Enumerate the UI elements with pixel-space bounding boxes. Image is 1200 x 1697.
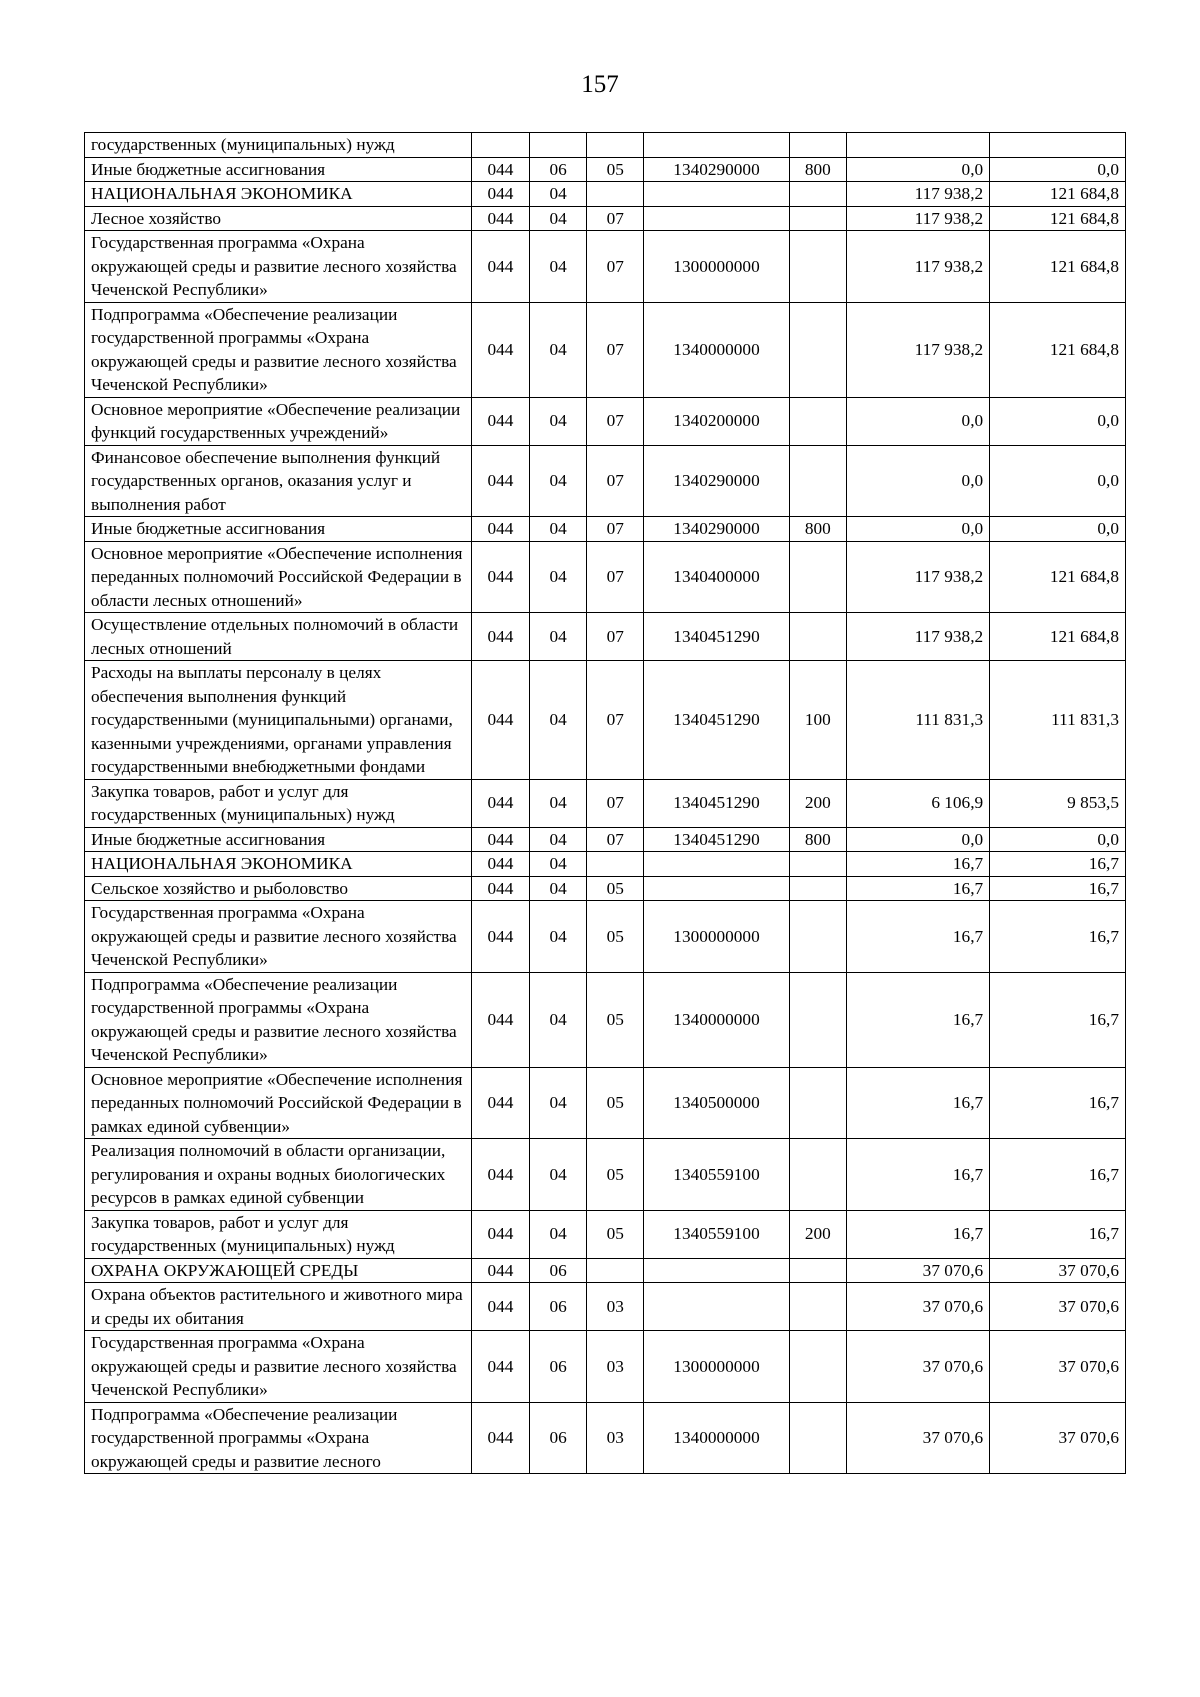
- cell-sum2: 16,7: [990, 876, 1126, 901]
- cell-vr: [789, 1139, 846, 1211]
- cell-name: государственных (муниципальных) нужд: [85, 133, 472, 158]
- cell-sum2: 37 070,6: [990, 1331, 1126, 1403]
- cell-pr: 03: [587, 1331, 644, 1403]
- table-row: [85, 972, 1126, 1067]
- cell-vr: 800: [789, 517, 846, 542]
- cell-vr: [789, 901, 846, 973]
- cell-pr: 05: [587, 901, 644, 973]
- cell-vr: 100: [789, 661, 846, 780]
- cell-vr: [789, 445, 846, 517]
- cell-vr: [789, 1258, 846, 1283]
- cell-pr: 05: [587, 1139, 644, 1211]
- cell-sum1: 117 938,2: [846, 206, 989, 231]
- cell-rz: 04: [530, 661, 587, 780]
- cell-sum2: 16,7: [990, 1067, 1126, 1139]
- cell-csr: 1340400000: [644, 541, 789, 613]
- cell-pr: [587, 852, 644, 877]
- cell-pr: 07: [587, 445, 644, 517]
- cell-name: Иные бюджетные ассигнования: [85, 157, 472, 182]
- cell-vr: 800: [789, 827, 846, 852]
- cell-name: ОХРАНА ОКРУЖАЮЩЕЙ СРЕДЫ: [85, 1258, 472, 1283]
- table-row: [85, 1402, 1126, 1474]
- cell-name: Охрана объектов растительного и животного мира и среды их обитания: [85, 1283, 472, 1331]
- cell-ved: 044: [471, 206, 529, 231]
- cell-rz: 04: [530, 779, 587, 827]
- cell-rz: 04: [530, 901, 587, 973]
- table-row: [85, 182, 1126, 207]
- cell-sum2: 121 684,8: [990, 302, 1126, 397]
- cell-ved: 044: [471, 1331, 529, 1403]
- cell-pr: 05: [587, 972, 644, 1067]
- cell-csr: [644, 1283, 789, 1331]
- cell-sum2: [990, 133, 1126, 158]
- budget-table: [84, 132, 1126, 1474]
- cell-rz: 06: [530, 1258, 587, 1283]
- cell-ved: [471, 133, 529, 158]
- cell-sum1: 117 938,2: [846, 182, 989, 207]
- cell-sum1: 0,0: [846, 157, 989, 182]
- cell-ved: 044: [471, 231, 529, 303]
- cell-vr: [789, 231, 846, 303]
- cell-sum1: 0,0: [846, 827, 989, 852]
- cell-rz: 04: [530, 302, 587, 397]
- cell-sum1: 37 070,6: [846, 1258, 989, 1283]
- cell-sum1: 117 938,2: [846, 302, 989, 397]
- cell-sum1: [846, 133, 989, 158]
- cell-name: Государственная программа «Охрана окружающей среды и развитие лесного хозяйства Чеченской Республики»: [85, 901, 472, 973]
- cell-ved: 044: [471, 302, 529, 397]
- cell-name: Лесное хозяйство: [85, 206, 472, 231]
- cell-ved: 044: [471, 397, 529, 445]
- table-row: [85, 1331, 1126, 1403]
- cell-sum1: 37 070,6: [846, 1283, 989, 1331]
- table-row: [85, 661, 1126, 780]
- cell-csr: [644, 1258, 789, 1283]
- cell-rz: [530, 133, 587, 158]
- cell-rz: 06: [530, 1283, 587, 1331]
- cell-name: Реализация полномочий в области организации, регулирования и охраны водных биологических ресурсов в рамках единой субвенции: [85, 1139, 472, 1211]
- cell-ved: 044: [471, 661, 529, 780]
- cell-csr: 1340290000: [644, 157, 789, 182]
- cell-name: Подпрограмма «Обеспечение реализации государственной программы «Охрана окружающей среды и развитие лесного: [85, 1402, 472, 1474]
- cell-sum1: 16,7: [846, 901, 989, 973]
- cell-pr: 07: [587, 827, 644, 852]
- cell-vr: [789, 972, 846, 1067]
- cell-csr: 1300000000: [644, 231, 789, 303]
- cell-sum1: 16,7: [846, 1210, 989, 1258]
- cell-sum1: 6 106,9: [846, 779, 989, 827]
- cell-csr: 1300000000: [644, 901, 789, 973]
- cell-pr: 05: [587, 876, 644, 901]
- cell-sum2: 0,0: [990, 445, 1126, 517]
- table-row: [85, 133, 1126, 158]
- cell-ved: 044: [471, 182, 529, 207]
- cell-csr: 1340290000: [644, 517, 789, 542]
- cell-sum1: 0,0: [846, 397, 989, 445]
- cell-csr: 1340451290: [644, 779, 789, 827]
- table-row: [85, 397, 1126, 445]
- cell-vr: [789, 397, 846, 445]
- cell-rz: 04: [530, 852, 587, 877]
- cell-name: Финансовое обеспечение выполнения функций государственных органов, оказания услуг и выполнения работ: [85, 445, 472, 517]
- cell-csr: 1340200000: [644, 397, 789, 445]
- cell-csr: 1340290000: [644, 445, 789, 517]
- cell-pr: [587, 182, 644, 207]
- cell-csr: 1340559100: [644, 1139, 789, 1211]
- cell-vr: 200: [789, 1210, 846, 1258]
- cell-ved: 044: [471, 1402, 529, 1474]
- cell-vr: [789, 133, 846, 158]
- cell-vr: [789, 1402, 846, 1474]
- table-row: [85, 1067, 1126, 1139]
- cell-pr: 05: [587, 157, 644, 182]
- cell-name: Закупка товаров, работ и услуг для государственных (муниципальных) нужд: [85, 1210, 472, 1258]
- cell-sum2: 121 684,8: [990, 231, 1126, 303]
- cell-sum1: 37 070,6: [846, 1331, 989, 1403]
- cell-pr: 05: [587, 1067, 644, 1139]
- cell-csr: 1340000000: [644, 972, 789, 1067]
- cell-vr: [789, 852, 846, 877]
- cell-pr: 05: [587, 1210, 644, 1258]
- cell-sum1: 0,0: [846, 517, 989, 542]
- cell-name: Государственная программа «Охрана окружающей среды и развитие лесного хозяйства Чеченской Республики»: [85, 231, 472, 303]
- cell-vr: [789, 302, 846, 397]
- cell-ved: 044: [471, 1139, 529, 1211]
- cell-csr: 1340451290: [644, 613, 789, 661]
- cell-vr: [789, 1283, 846, 1331]
- cell-vr: [789, 182, 846, 207]
- cell-rz: 04: [530, 1210, 587, 1258]
- cell-rz: 04: [530, 182, 587, 207]
- cell-rz: 04: [530, 397, 587, 445]
- table-row: [85, 1258, 1126, 1283]
- cell-vr: [789, 541, 846, 613]
- cell-name: Подпрограмма «Обеспечение реализации государственной программы «Охрана окружающей среды и развитие лесного хозяйства Чеченской Республики»: [85, 972, 472, 1067]
- cell-csr: 1340500000: [644, 1067, 789, 1139]
- cell-csr: [644, 852, 789, 877]
- cell-sum2: 16,7: [990, 1210, 1126, 1258]
- cell-pr: 03: [587, 1402, 644, 1474]
- cell-sum2: 0,0: [990, 397, 1126, 445]
- table-row: [85, 1139, 1126, 1211]
- cell-ved: 044: [471, 1067, 529, 1139]
- cell-ved: 044: [471, 541, 529, 613]
- table-row: [85, 852, 1126, 877]
- cell-ved: 044: [471, 972, 529, 1067]
- cell-sum2: 37 070,6: [990, 1283, 1126, 1331]
- cell-name: НАЦИОНАЛЬНАЯ ЭКОНОМИКА: [85, 182, 472, 207]
- cell-name: Иные бюджетные ассигнования: [85, 517, 472, 542]
- table-row: [85, 517, 1126, 542]
- cell-sum2: 111 831,3: [990, 661, 1126, 780]
- cell-name: Осуществление отдельных полномочий в области лесных отношений: [85, 613, 472, 661]
- cell-sum2: 37 070,6: [990, 1258, 1126, 1283]
- cell-csr: [644, 206, 789, 231]
- cell-sum2: 121 684,8: [990, 206, 1126, 231]
- cell-pr: 07: [587, 397, 644, 445]
- cell-sum2: 0,0: [990, 157, 1126, 182]
- cell-csr: [644, 876, 789, 901]
- cell-vr: [789, 613, 846, 661]
- cell-rz: 04: [530, 231, 587, 303]
- cell-pr: 07: [587, 206, 644, 231]
- cell-rz: 04: [530, 541, 587, 613]
- cell-sum1: 16,7: [846, 972, 989, 1067]
- cell-csr: 1340559100: [644, 1210, 789, 1258]
- cell-name: Иные бюджетные ассигнования: [85, 827, 472, 852]
- cell-sum2: 121 684,8: [990, 613, 1126, 661]
- cell-rz: 04: [530, 972, 587, 1067]
- cell-rz: 06: [530, 157, 587, 182]
- cell-ved: 044: [471, 445, 529, 517]
- cell-name: Основное мероприятие «Обеспечение реализации функций государственных учреждений»: [85, 397, 472, 445]
- cell-name: Основное мероприятие «Обеспечение исполнения переданных полномочий Российской Федерации в области лесных отношений»: [85, 541, 472, 613]
- cell-vr: [789, 876, 846, 901]
- cell-csr: 1340000000: [644, 302, 789, 397]
- cell-sum2: 0,0: [990, 827, 1126, 852]
- cell-name: Государственная программа «Охрана окружающей среды и развитие лесного хозяйства Чеченской Республики»: [85, 1331, 472, 1403]
- cell-pr: 07: [587, 779, 644, 827]
- cell-sum1: 117 938,2: [846, 613, 989, 661]
- cell-pr: 07: [587, 231, 644, 303]
- table-row: [85, 231, 1126, 303]
- cell-rz: 04: [530, 1139, 587, 1211]
- cell-rz: 06: [530, 1331, 587, 1403]
- cell-sum2: 0,0: [990, 517, 1126, 542]
- cell-rz: 04: [530, 613, 587, 661]
- cell-vr: [789, 1067, 846, 1139]
- cell-name: Подпрограмма «Обеспечение реализации государственной программы «Охрана окружающей среды и развитие лесного хозяйства Чеченской Республики»: [85, 302, 472, 397]
- cell-vr: 200: [789, 779, 846, 827]
- cell-sum2: 37 070,6: [990, 1402, 1126, 1474]
- cell-rz: 04: [530, 445, 587, 517]
- cell-sum2: 9 853,5: [990, 779, 1126, 827]
- table-row: [85, 901, 1126, 973]
- cell-rz: 04: [530, 206, 587, 231]
- cell-sum1: 16,7: [846, 1067, 989, 1139]
- cell-ved: 044: [471, 852, 529, 877]
- cell-sum1: 111 831,3: [846, 661, 989, 780]
- page-number: 157: [581, 71, 619, 98]
- cell-csr: 1300000000: [644, 1331, 789, 1403]
- cell-csr: [644, 133, 789, 158]
- cell-pr: [587, 133, 644, 158]
- cell-name: Основное мероприятие «Обеспечение исполнения переданных полномочий Российской Федерации в рамках единой субвенции»: [85, 1067, 472, 1139]
- cell-sum2: 16,7: [990, 852, 1126, 877]
- cell-ved: 044: [471, 876, 529, 901]
- cell-rz: 04: [530, 876, 587, 901]
- cell-rz: 04: [530, 827, 587, 852]
- cell-sum1: 117 938,2: [846, 541, 989, 613]
- cell-sum2: 16,7: [990, 1139, 1126, 1211]
- cell-csr: 1340451290: [644, 661, 789, 780]
- cell-csr: 1340451290: [644, 827, 789, 852]
- cell-csr: [644, 182, 789, 207]
- table-row: [85, 1210, 1126, 1258]
- cell-csr: 1340000000: [644, 1402, 789, 1474]
- cell-ved: 044: [471, 1283, 529, 1331]
- cell-ved: 044: [471, 613, 529, 661]
- cell-pr: 03: [587, 1283, 644, 1331]
- cell-ved: 044: [471, 1210, 529, 1258]
- cell-name: НАЦИОНАЛЬНАЯ ЭКОНОМИКА: [85, 852, 472, 877]
- cell-pr: 07: [587, 517, 644, 542]
- cell-ved: 044: [471, 901, 529, 973]
- cell-ved: 044: [471, 779, 529, 827]
- cell-rz: 04: [530, 1067, 587, 1139]
- table-row: [85, 302, 1126, 397]
- cell-pr: 07: [587, 302, 644, 397]
- table-row: [85, 541, 1126, 613]
- cell-ved: 044: [471, 517, 529, 542]
- table-row: [85, 613, 1126, 661]
- table-row: [85, 779, 1126, 827]
- cell-name: Сельское хозяйство и рыболовство: [85, 876, 472, 901]
- cell-sum2: 121 684,8: [990, 541, 1126, 613]
- cell-sum1: 16,7: [846, 852, 989, 877]
- cell-vr: 800: [789, 157, 846, 182]
- cell-pr: 07: [587, 661, 644, 780]
- cell-pr: 07: [587, 613, 644, 661]
- cell-name: Закупка товаров, работ и услуг для государственных (муниципальных) нужд: [85, 779, 472, 827]
- cell-sum2: 121 684,8: [990, 182, 1126, 207]
- cell-rz: 06: [530, 1402, 587, 1474]
- cell-ved: 044: [471, 157, 529, 182]
- cell-sum1: 0,0: [846, 445, 989, 517]
- cell-pr: 07: [587, 541, 644, 613]
- table-row: [85, 445, 1126, 517]
- table-row: [85, 1283, 1126, 1331]
- cell-sum1: 37 070,6: [846, 1402, 989, 1474]
- cell-vr: [789, 1331, 846, 1403]
- cell-rz: 04: [530, 517, 587, 542]
- cell-sum2: 16,7: [990, 901, 1126, 973]
- table-row: [85, 827, 1126, 852]
- cell-vr: [789, 206, 846, 231]
- table-row: [85, 157, 1126, 182]
- cell-name: Расходы на выплаты персоналу в целях обеспечения выполнения функций государственными (муниципальными) органами, казенными учреждениями, органами управления государственными внебюджетными фондами: [85, 661, 472, 780]
- cell-ved: 044: [471, 1258, 529, 1283]
- cell-sum1: 16,7: [846, 1139, 989, 1211]
- cell-ved: 044: [471, 827, 529, 852]
- cell-sum2: 16,7: [990, 972, 1126, 1067]
- cell-sum1: 16,7: [846, 876, 989, 901]
- cell-sum1: 117 938,2: [846, 231, 989, 303]
- table-row: [85, 206, 1126, 231]
- table-row: [85, 876, 1126, 901]
- cell-pr: [587, 1258, 644, 1283]
